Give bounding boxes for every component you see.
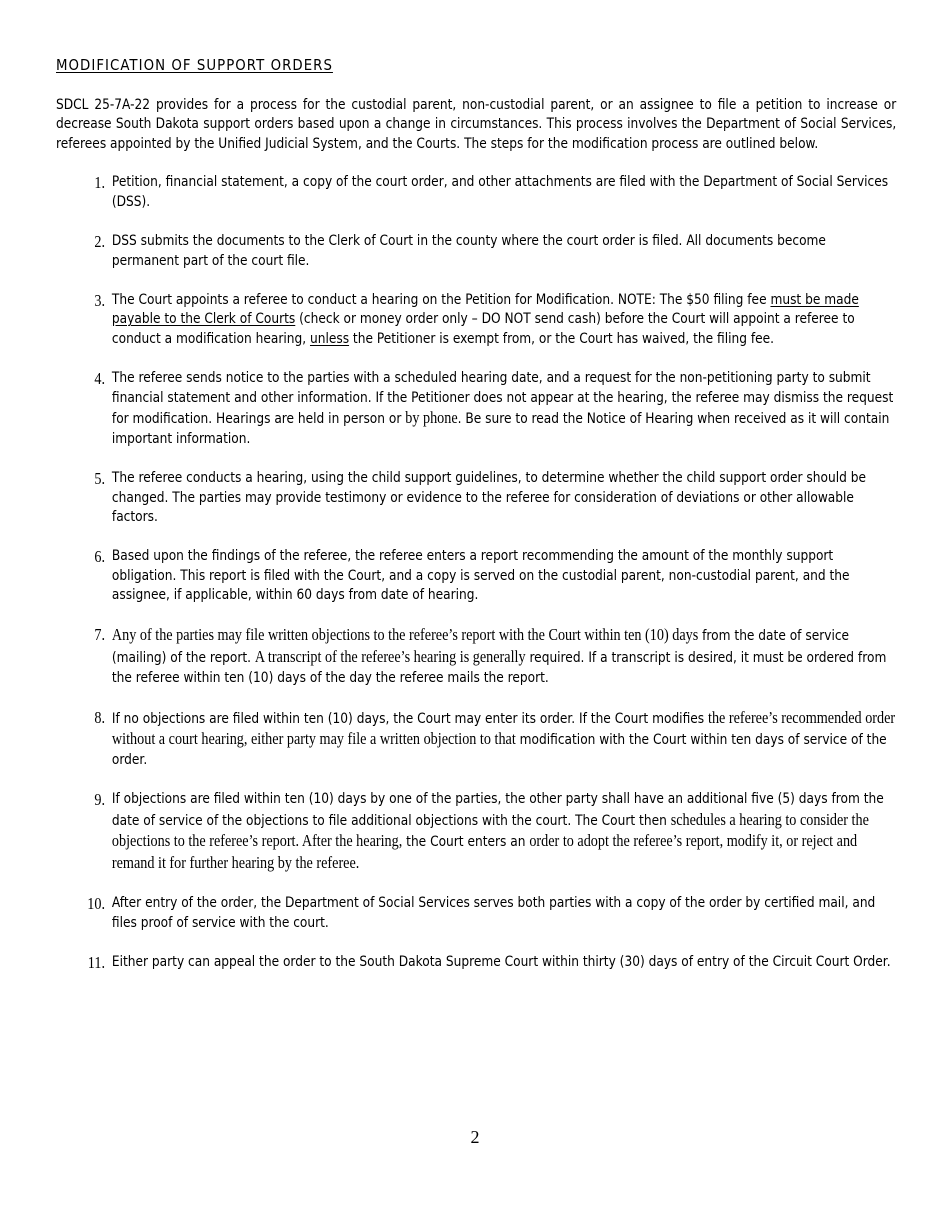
list-item (56, 232, 896, 271)
step-text: The referee conducts a hearing, using the child support guidelines, to determine whether the child support order should be changed. The parties may provide testimony or evidence to the referee for consideration of deviations or other allowable factors. (111, 469, 866, 526)
list-item (56, 291, 896, 350)
step-text: If no objections are filed within ten (10) days, the Court may enter its order. If the Court modifies the referee’s recommended order without a court hearing, either party may file a written objection to that modification with the Court within ten days of service of the order. (111, 707, 896, 768)
step-text: After entry of the order, the Department of Social Services serves both parties with a copy of the order by certified mail, and files proof of service with the court. (111, 894, 876, 931)
step-number: 4. (94, 369, 106, 389)
step-number: 1. (94, 173, 106, 193)
steps-list (56, 173, 896, 972)
page-number: 2 (470, 1127, 480, 1147)
step-text: Any of the parties may file written objections to the referee’s report with the Court within ten (10) days from the date of service (mailing) of the report. A transcript of the referee’s hearing is generally required. If a transcript is desired, it must be ordered from the referee within ten (10) days of the day the referee mails the report. (111, 625, 887, 686)
step-number: 6. (94, 547, 106, 567)
underlined-text: unless (309, 330, 350, 347)
list-item (56, 625, 896, 688)
underlined-text: must be made payable to the Clerk of Courts (111, 291, 859, 328)
step-text: The Court appoints a referee to conduct a hearing on the Petition for Modification. NOTE: The $50 filing fee must be made payable to the Clerk of Courts (check or money order only – DO NOT send cash) before the Court will appoint a referee to conduct a modification hearing, unless the Petitioner is exempt from, or the Court has waived, the filing fee. (111, 291, 859, 347)
step-text: If objections are filed within ten (10) days by one of the parties, the other party shall have an additional five (5) days from the date of service of the objections to file additional objections with the court. The Court then schedules a hearing to consider the objections to the referee’s report. After the hearing, the Court enters an order to adopt the referee’s report, modify it, or reject and remand it for further hearing by the referee. (111, 791, 884, 872)
step-number: 2. (94, 232, 106, 252)
step-text: DSS submits the documents to the Clerk of Court in the county where the court order is filed. All documents become permanent part of the court file. (111, 233, 826, 269)
list-item (56, 173, 896, 212)
list-item (56, 790, 896, 874)
list-item (56, 547, 896, 606)
step-number: 8. (94, 707, 106, 727)
step-number: 10. (87, 893, 106, 913)
step-text: Petition, financial statement, a copy of the court order, and other attachments are filed with the Department of Social Services (DSS). (111, 174, 889, 210)
step-number: 3. (94, 290, 106, 310)
step-text: The referee sends notice to the parties with a scheduled hearing date, and a request for the non-petitioning party to submit financial statement and other information. If the Petitioner does not appear at the hearing, the referee may dismiss the request for modification. Hearings are held in person or by phone. Be sure to read the Notice of Hearing when received as it will contain important information. (111, 370, 894, 447)
step-number: 7. (94, 625, 106, 645)
step-text: Based upon the findings of the referee, the referee enters a report recommending the amount of the monthly support obligation. This report is filed with the Court, and a copy is served on the custodial parent, non-custodial parent, and the assignee, if applicable, within 60 days from date of hearing. (111, 548, 850, 604)
list-item (56, 894, 896, 933)
step-number: 9. (94, 790, 106, 810)
list-item (56, 953, 896, 973)
list-item (56, 469, 896, 528)
document-page (56, 56, 896, 992)
document-title: MODIFICATION OF SUPPORT ORDERS (56, 56, 333, 74)
step-text: Either party can appeal the order to the South Dakota Supreme Court within thirty (30) days of entry of the Circuit Court Order. (111, 953, 891, 970)
intro-paragraph: SDCL 25-7A-22 provides for a process for the custodial parent, non-custodial parent, or an assignee to file a petition to increase or decrease South Dakota support orders based upon a change in circumstances. This process involves the Department of Social Services, referees appointed by the Unified Judicial System, and the Courts. The steps for the modification process are outlined below. (56, 96, 897, 152)
step-number: 5. (94, 468, 106, 488)
list-item (56, 369, 896, 449)
list-item (56, 708, 896, 771)
step-number: 11. (87, 952, 106, 972)
